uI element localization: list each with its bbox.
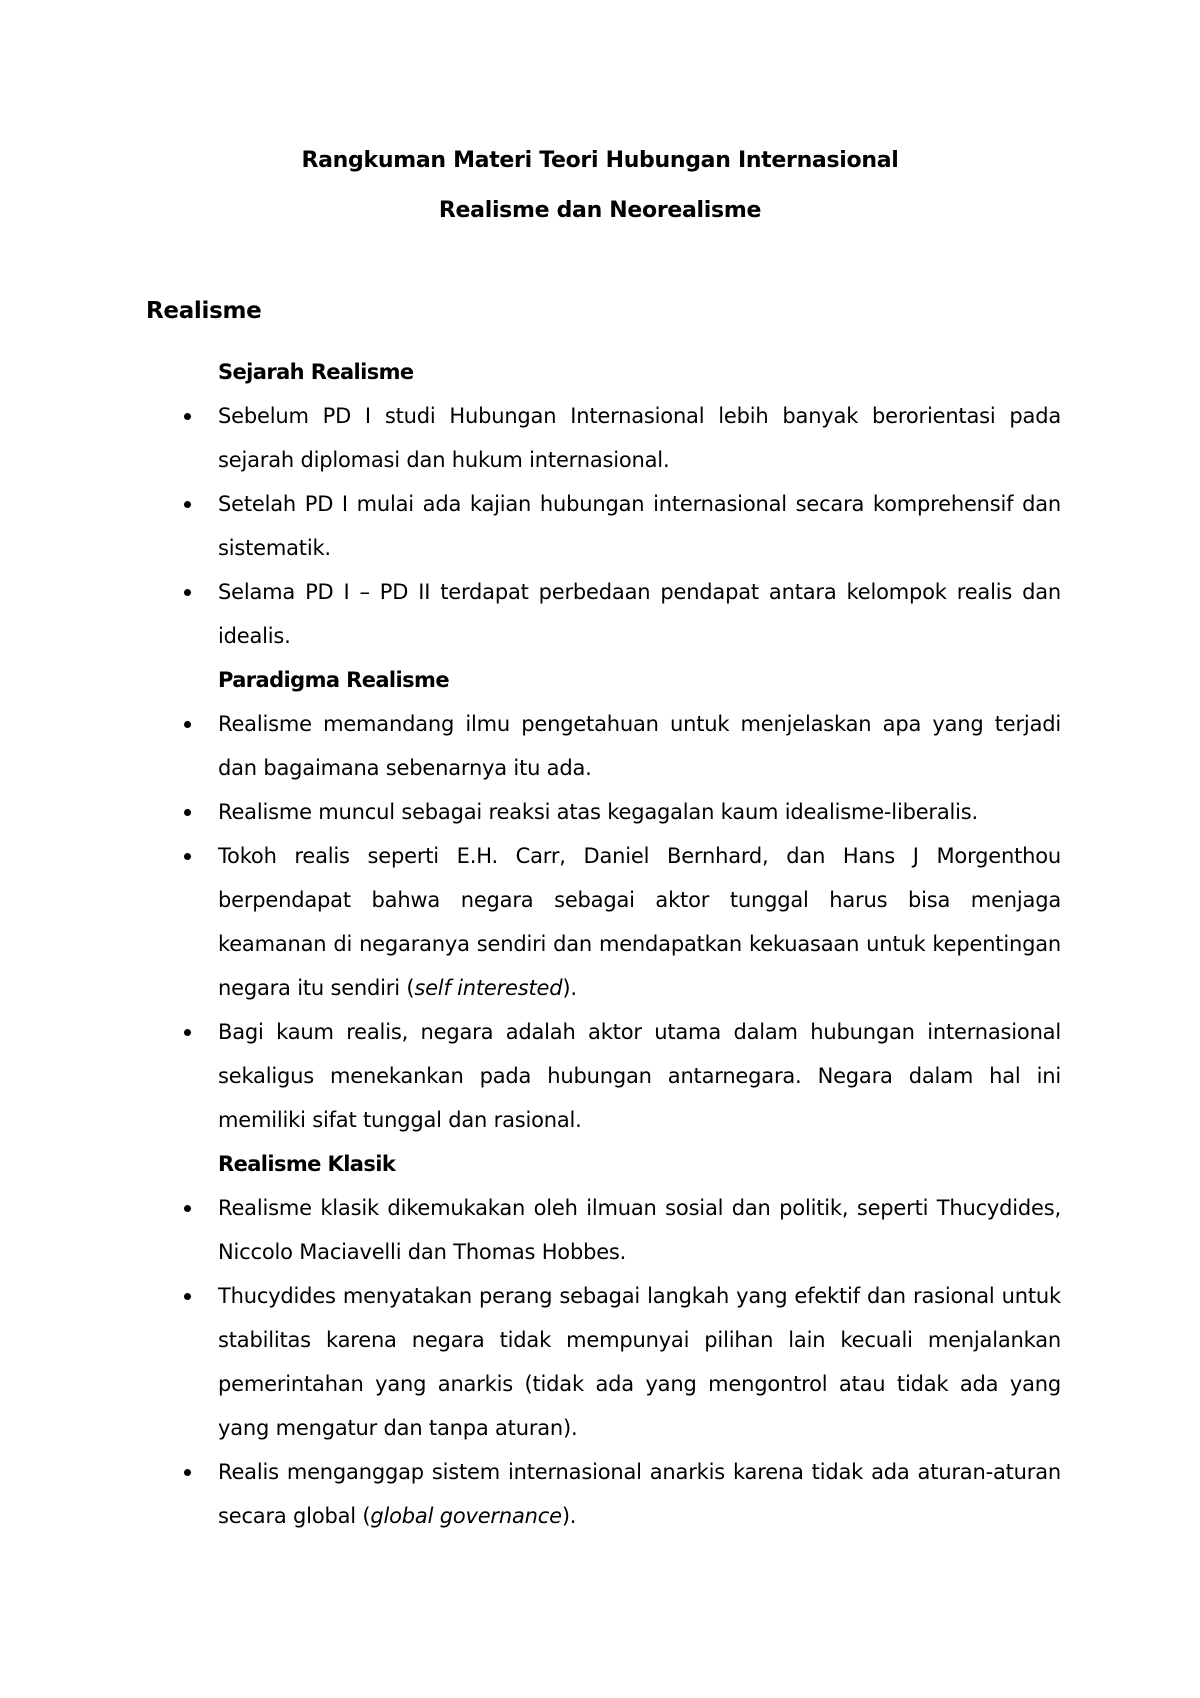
bullet-icon [184,1205,191,1212]
bullet-icon [184,809,191,816]
bullet-icon [184,721,191,728]
bullet-text: Realisme muncul sebagai reaksi atas kegagalan kaum idealisme-liberalis. [218,800,979,824]
bullet-list [146,394,1061,658]
bullet-item [146,1450,1061,1538]
document-subtitle: Realisme dan Neorealisme [438,198,762,223]
bullet-text: ). [562,976,577,1000]
section-heading-realisme: Realisme [146,298,262,324]
bullet-text: Tokoh realis seperti E.H. Carr, Daniel Bernhard, dan Hans J Morgenthou berpendapat bahwa negara sebagai aktor tunggal harus bisa menjaga keamanan di negaranya sendiri dan mendapatkan kekuasaan untuk kepentingan negara itu sendiri ( [218,844,1061,1000]
bullet-icon [184,1293,191,1300]
subheading: Paradigma Realisme [218,668,449,692]
bullet-icon [184,413,191,420]
bullet-list [146,1186,1061,1538]
bullet-item [146,482,1061,570]
bullet-item [146,1010,1061,1142]
bullet-icon [184,853,191,860]
subheading: Realisme Klasik [218,1152,396,1176]
bullet-list [146,702,1061,1142]
bullet-text: Realisme memandang ilmu pengetahuan untuk menjelaskan apa yang terjadi dan bagaimana sebenarnya itu ada. [218,712,1061,780]
italic-term: global governance [370,1504,562,1528]
bullet-item [146,790,1061,834]
bullet-text: Sebelum PD I studi Hubungan Internasional lebih banyak berorientasi pada sejarah diplomasi dan hukum internasional. [218,404,1061,472]
bullet-text: ). [561,1504,577,1528]
bullet-text: Realisme klasik dikemukakan oleh ilmuan sosial dan politik, seperti Thucydides, Niccolo Maciavelli dan Thomas Hobbes. [218,1196,1061,1264]
bullet-icon [184,1029,191,1036]
italic-term: self interested [414,976,563,1000]
bullet-item [146,1274,1061,1450]
bullet-item [146,1186,1061,1274]
bullet-text: Selama PD I – PD II terdapat perbedaan pendapat antara kelompok realis dan idealis. [218,580,1061,648]
bullet-icon [184,1469,191,1476]
document-title: Rangkuman Materi Teori Hubungan Internasional [301,148,899,173]
bullet-text: Realis menganggap sistem internasional anarkis karena tidak ada aturan-aturan secara global ( [218,1460,1061,1528]
bullet-icon [184,589,191,596]
bullet-text: Bagi kaum realis, negara adalah aktor utama dalam hubungan internasional sekaligus menekankan pada hubungan antarnegara. Negara dalam hal ini memiliki sifat tunggal dan rasional. [218,1020,1061,1132]
bullet-text: Thucydides menyatakan perang sebagai langkah yang efektif dan rasional untuk stabilitas karena negara tidak mempunyai pilihan lain kecuali menjalankan pemerintahan yang anarkis (tidak ada yang mengontrol atau tidak ada yang yang mengatur dan tanpa aturan). [218,1284,1061,1440]
bullet-icon [184,501,191,508]
bullet-item [146,394,1061,482]
bullet-text: Setelah PD I mulai ada kajian hubungan internasional secara komprehensif dan sistematik. [218,492,1061,560]
bullet-item [146,570,1061,658]
document-body [146,350,1061,1538]
bullet-item [146,702,1061,790]
subheading: Sejarah Realisme [218,360,414,384]
bullet-item [146,834,1061,1010]
